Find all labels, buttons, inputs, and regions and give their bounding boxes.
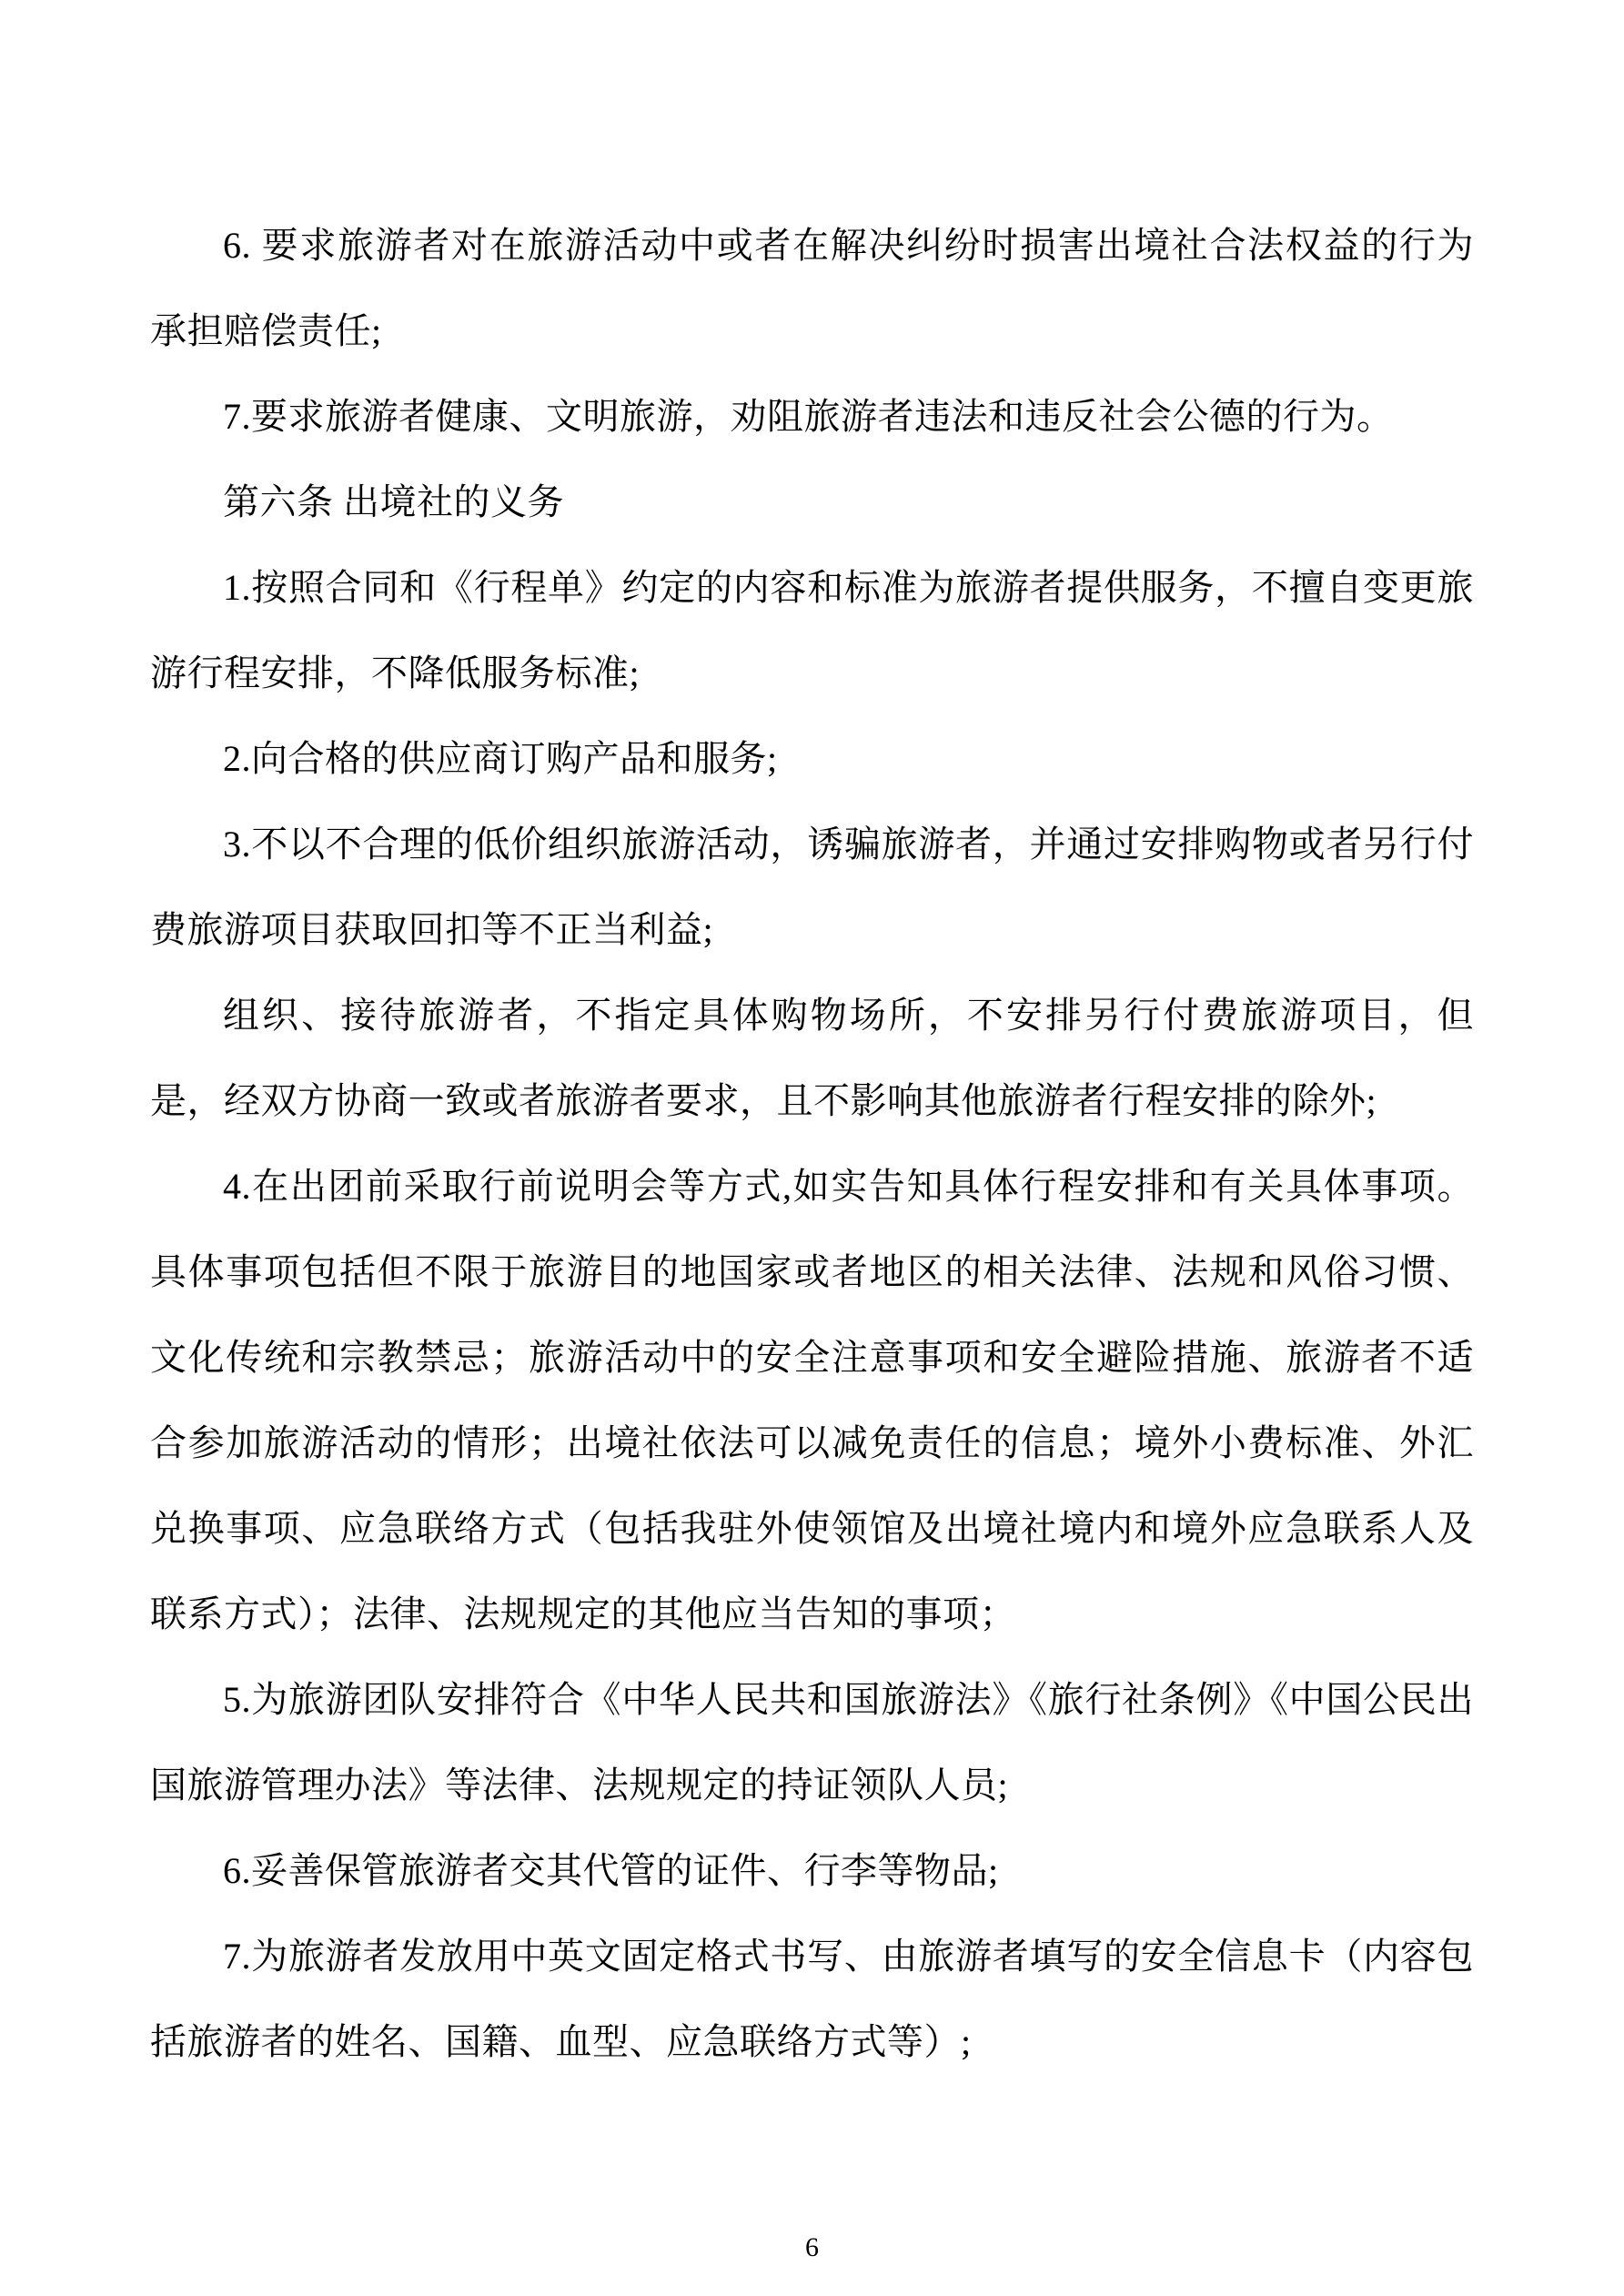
paragraph-obligation-4: 4.在出团前采取行前说明会等方式,如实告知具体行程安排和有关具体事项。具体事项包括但不限于旅游目的地国家或者地区的相关法律、法规和风俗习惯、文化传统和宗教禁忌；旅游活动中的安全注意事项和安全避险措施、旅游者不适合参加旅游活动的情形；出境社依法可以减免责任的信息；境外小费标准、外汇兑换事项、应急联络方式（包括我驻外使领馆及出境社境内和境外应急联系人及联系方式）；法律、法规规定的其他应当告知的事项； [150, 1166, 1474, 1634]
paragraph-obligation-5: 5.为旅游团队安排符合《中华人民共和国旅游法》《旅行社条例》《中国公民出国旅游管理办法》等法律、法规规定的持证领队人员; [150, 1679, 1474, 1805]
paragraph-clause-6-liability: 6. 要求旅游者对在旅游活动中或者在解决纠纷时损害出境社合法权益的行为承担赔偿责任; [150, 225, 1474, 351]
section-heading-article-6: 第六条 出境社的义务 [223, 481, 564, 522]
paragraph-obligation-1: 1.按照合同和《行程单》约定的内容和标准为旅游者提供服务，不擅自变更旅游行程安排，不降低服务标准; [150, 567, 1474, 693]
paragraph-obligation-3: 3.不以不合理的低价组织旅游活动，诱骗旅游者，并通过安排购物或者另行付费旅游项目获取回扣等不正当利益; [150, 824, 1474, 950]
paragraph-obligation-6: 6.妥善保管旅游者交其代管的证件、行李等物品; [223, 1850, 999, 1891]
page-footer [0, 2234, 1624, 2261]
page-number: 6 [805, 2232, 819, 2262]
paragraph-obligation-2: 2.向合格的供应商订购产品和服务; [223, 738, 778, 779]
paragraph-obligation-7: 7.为旅游者发放用中英文固定格式书写、由旅游者填写的安全信息卡（内容包括旅游者的姓名、国籍、血型、应急联络方式等）; [150, 1936, 1474, 2062]
document-body [150, 203, 1474, 2085]
paragraph-clause-7-civilized-travel: 7.要求旅游者健康、文明旅游，劝阻旅游者违法和违反社会公德的行为。 [223, 396, 1394, 437]
paragraph-obligation-3-exception: 组织、接待旅游者，不指定具体购物场所，不安排另行付费旅游项目，但是，经双方协商一致或者旅游者要求，且不影响其他旅游者行程安排的除外; [150, 995, 1474, 1121]
